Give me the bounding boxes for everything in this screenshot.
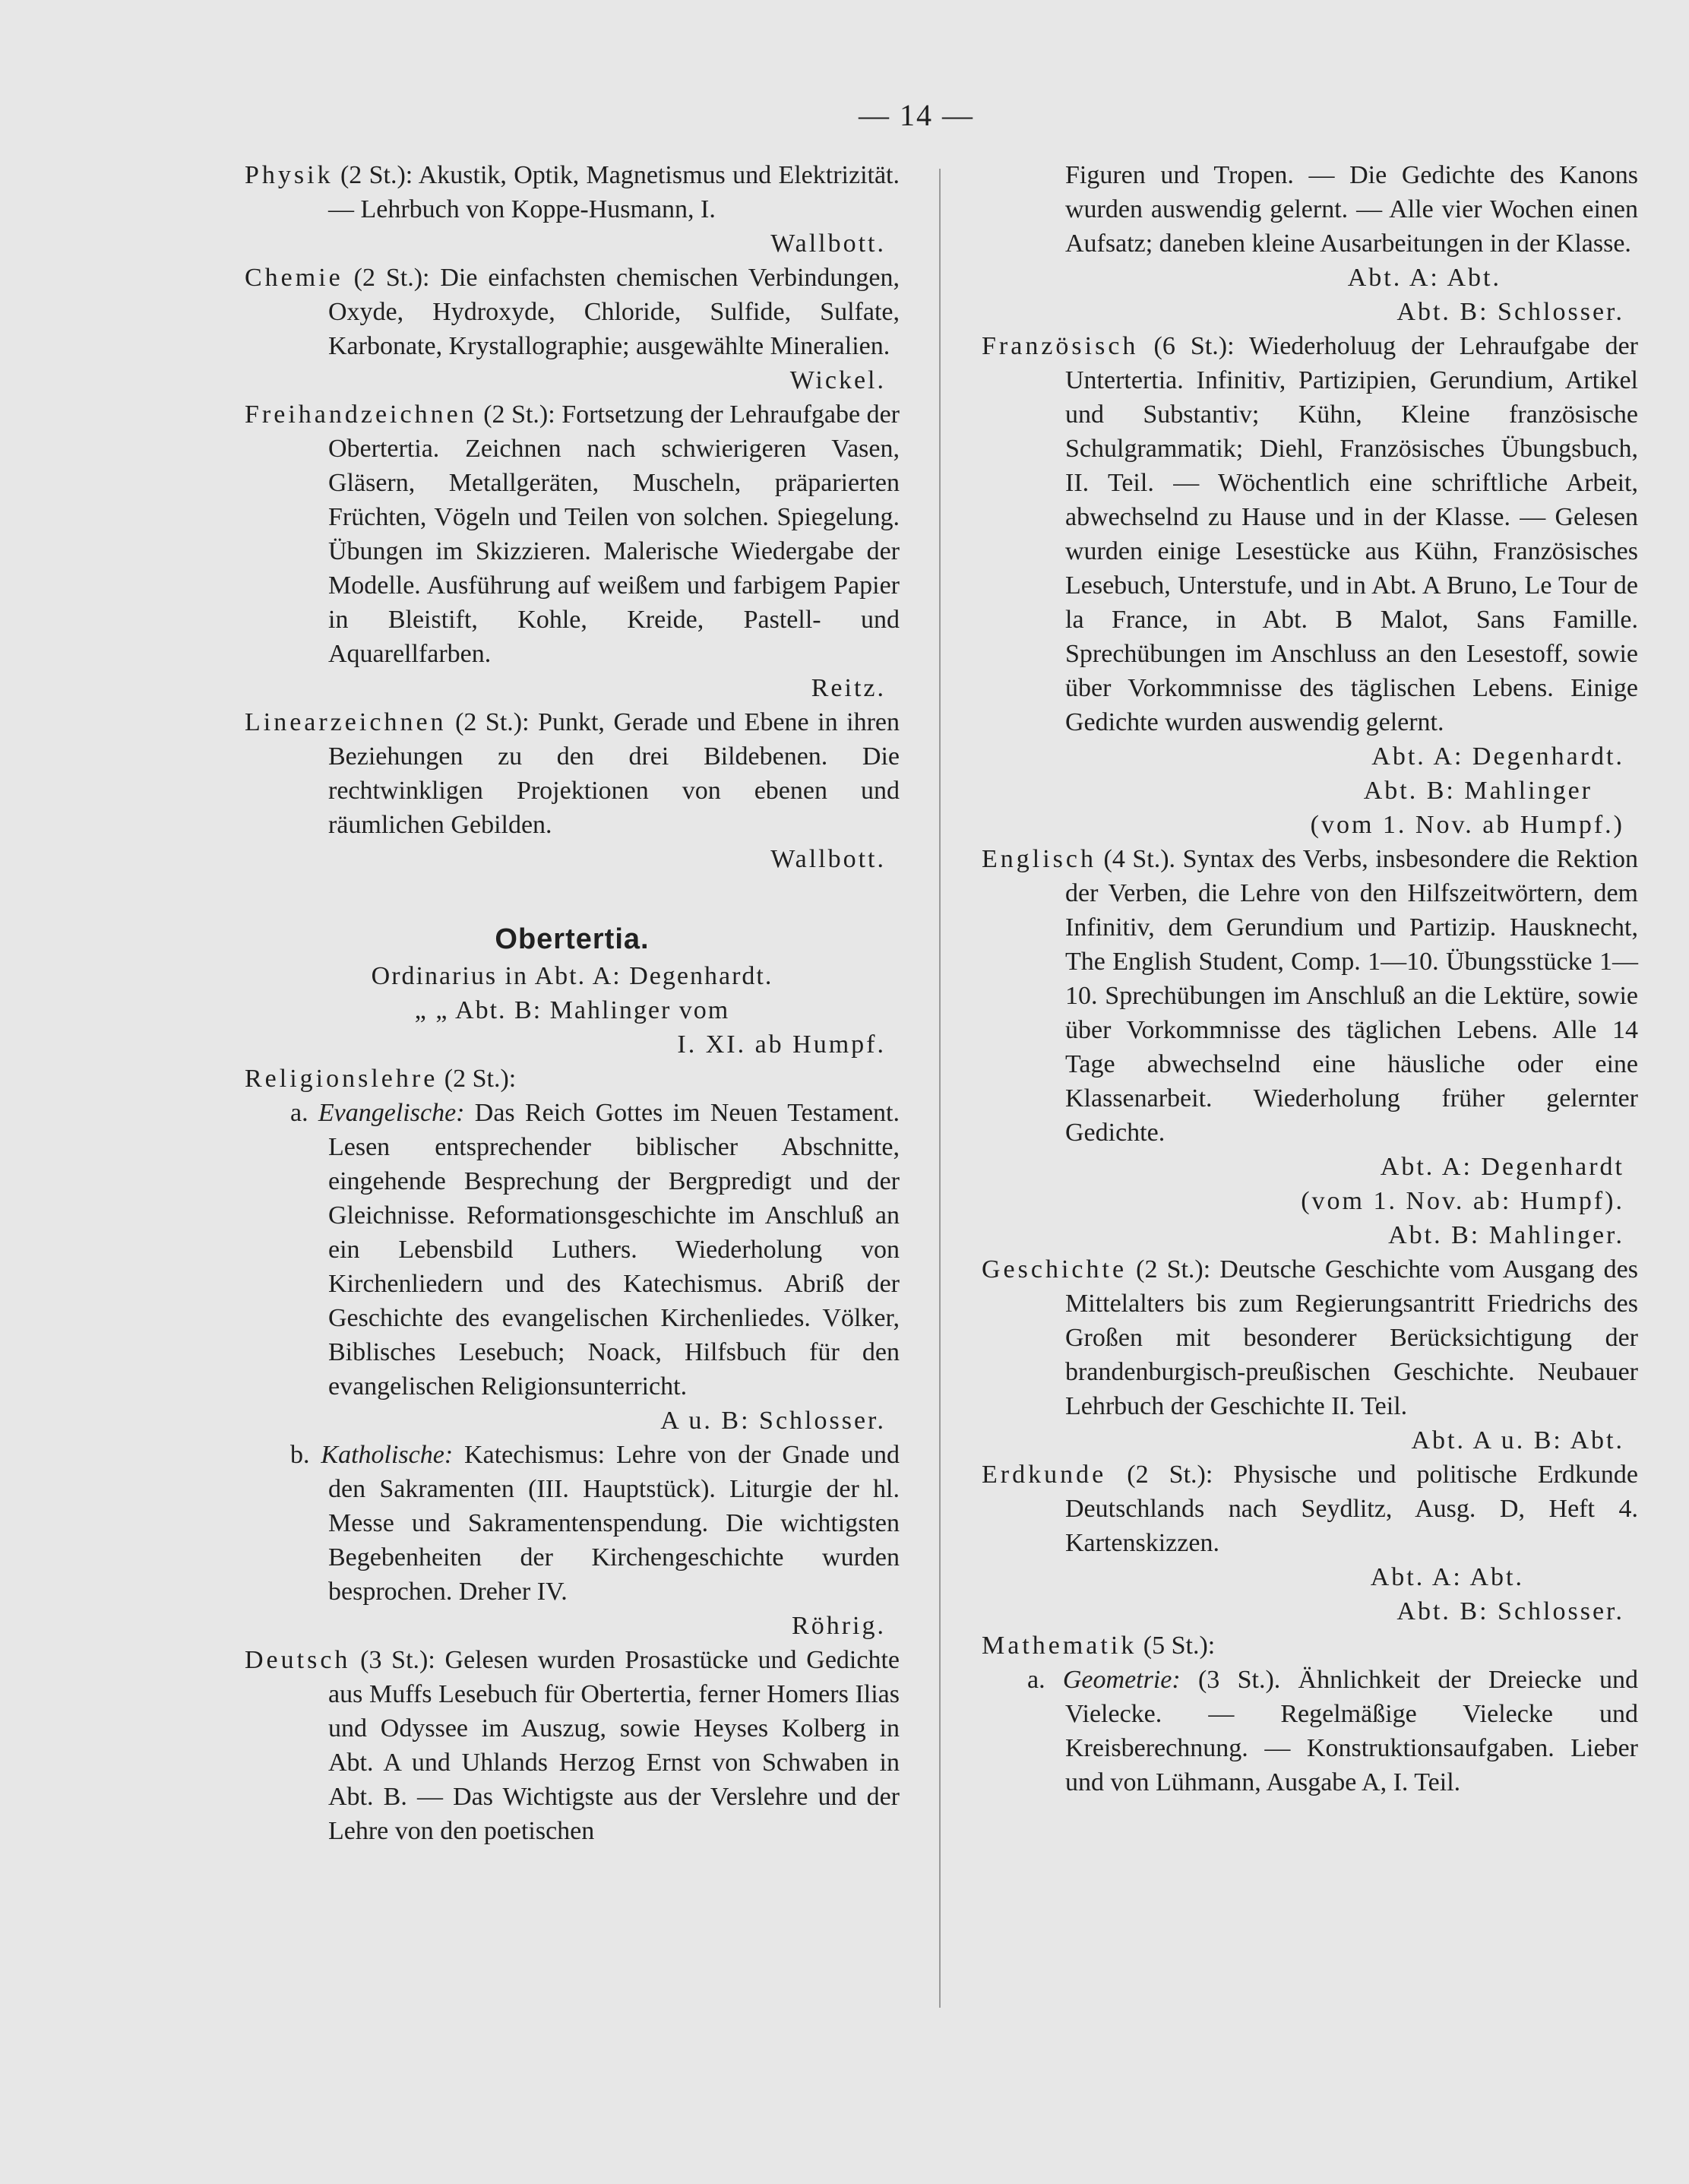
teacher-signature: Reitz. xyxy=(811,674,886,702)
teacher-signature: (vom 1. Nov. ab: Humpf). xyxy=(1301,1187,1624,1215)
entry-deutsch-continued xyxy=(982,158,1638,261)
teacher-signature: Abt. B: Schlosser. xyxy=(1396,1597,1624,1625)
ordinarius-line: Ordinarius in Abt. A: Degenhardt. xyxy=(371,962,773,990)
teacher-signature: Abt. A: Abt. xyxy=(1347,264,1501,292)
entry-label: Deutsch xyxy=(245,1646,351,1674)
entry-linearzeichnen xyxy=(245,705,900,842)
teacher-signature: A u. B: Schlosser. xyxy=(660,1407,886,1435)
entry-religionslehre xyxy=(245,1062,900,1096)
subentry-geometrie xyxy=(982,1663,1638,1799)
left-column xyxy=(245,158,900,1848)
entry-label: Religionslehre xyxy=(245,1065,438,1093)
subentry-evangelische xyxy=(245,1096,900,1404)
ordinarius-line: I. XI. ab Humpf. xyxy=(677,1030,886,1059)
entry-text: (2 St.): Punkt, Gerade und Ebene in ihren Beziehungen zu den drei Bildebenen. Die rechtwinkligen Projektionen von ebenen und räumlichen Gebilden. xyxy=(328,708,900,839)
entry-text: (2 St.): Fortsetzung der Lehraufgabe der Obertertia. Zeichnen nach schwierigeren Vasen, Gläsern, Metallgeräten, Muscheln, präparierten Früchten, Vögeln und Teilen von solchen. Spiegelung. Übungen im Skizzieren. Malerische Wiedergabe der Modelle. Ausführung auf weißem und farbigem Papier in Bleistift, Kohle, Kreide, Pastell- und Aquarellfarben. xyxy=(328,400,900,668)
entry-text: (3 St.): Gelesen wurden Prosastücke und Gedichte aus Muffs Lesebuch für Obertertia, ferner Homers Ilias und Odyssee im Auszug, sowie Heyses Kolberg in Abt. A und Uhlands Herzog Ernst von Schwaben in Abt. B. — Das Wichtigste aus der Verslehre und der Lehre von den poetischen xyxy=(328,1646,900,1845)
teacher-signature: Wickel. xyxy=(789,366,886,394)
subentry-marker: a. xyxy=(290,1099,308,1127)
teacher-signature: Wallbott. xyxy=(770,845,886,873)
entry-text: (6 St.): Wiederholuug der Lehraufgabe der Untertertia. Infinitiv, Partizipien, Gerundium, Artikel und Substantiv; Kühn, Kleine französische Schulgrammatik; Diehl, Französisches Übungsbuch, II. Teil. — Wöchentlich eine schriftliche Arbeit, abwechselnd zu Hause und in der Klasse. — Gelesen wurden einige Lesestücke aus Kühn, Französisches Lesebuch, Unterstufe, und in Abt. A Bruno, Le Tour de la France, in Abt. B Malot, Sans Famille. Sprechübungen im Anschluss an den Lesestoff, sowie über Vorkommnisse des täglischen Lebens. Einige Gedichte wurden auswendig gelernt. xyxy=(1065,332,1638,736)
entry-text: (2 St.): Deutsche Geschichte vom Ausgang des Mittelalters bis zum Regierungsantritt Friedrichs des Großen mit besonderer Berücksichtigung der brandenburgisch-preußischen Geschichte. Neubauer Lehrbuch der Geschichte II. Teil. xyxy=(1065,1255,1638,1420)
entry-mathematik xyxy=(982,1629,1638,1663)
entry-text: Figuren und Tropen. — Die Gedichte des Kanons wurden auswendig gelernt. — Alle vier Wochen einen Aufsatz; daneben kleine Ausarbeitungen in der Klasse. xyxy=(1065,161,1638,258)
ordinarius-line: „ „ Abt. B: Mahlinger vom xyxy=(414,996,730,1024)
entry-englisch xyxy=(982,842,1638,1150)
entry-deutsch xyxy=(245,1643,900,1848)
entry-freihandzeichnen xyxy=(245,397,900,671)
entry-text: (2 St.): Physische und politische Erdkunde Deutschlands nach Seydlitz, Ausg. D, Heft 4. Kartenskizzen. xyxy=(1065,1461,1638,1557)
entry-label: Englisch xyxy=(982,845,1096,873)
entry-erdkunde xyxy=(982,1458,1638,1560)
teacher-signature: Abt. A: Degenhardt xyxy=(1380,1153,1624,1181)
subentry-marker: a. xyxy=(1027,1666,1045,1694)
teacher-signature: (vom 1. Nov. ab Humpf.) xyxy=(1310,811,1624,839)
entry-label: Französisch xyxy=(982,332,1139,360)
subentry-marker: b. xyxy=(290,1441,310,1469)
subentry-title: Geometrie: xyxy=(1062,1666,1181,1694)
subentry-title: Katholische: xyxy=(321,1441,454,1469)
page-number: — 14 — xyxy=(859,98,974,132)
teacher-signature: Abt. A u. B: Abt. xyxy=(1411,1426,1624,1454)
entry-text: (5 St.): xyxy=(1137,1632,1216,1660)
entry-text: (2 St.): xyxy=(438,1065,517,1093)
entry-text: (2 St.): Akustik, Optik, Magnetismus und Elektrizität. — Lehrbuch von Koppe-Husmann, I. xyxy=(328,161,900,223)
subentry-title: Evangelische: xyxy=(318,1099,465,1127)
entry-label: Chemie xyxy=(245,264,343,292)
entry-text: (2 St.): Die einfachsten chemischen Verbindungen, Oxyde, Hydroxyde, Chloride, Sulfide, Sulfate, Karbonate, Krystallographie; ausgewählte Mineralien. xyxy=(328,264,900,360)
entry-label: Geschichte xyxy=(982,1255,1128,1283)
entry-label: Linearzeichnen xyxy=(245,708,447,736)
right-column xyxy=(982,158,1638,1799)
teacher-signature: Abt. A: Abt. xyxy=(1370,1563,1524,1591)
entry-label: Erdkunde xyxy=(982,1461,1107,1489)
entry-franzoesisch xyxy=(982,329,1638,739)
entry-label: Freihandzeichnen xyxy=(245,400,477,429)
subentry-katholische xyxy=(245,1438,900,1609)
teacher-signature: Röhrig. xyxy=(792,1612,886,1640)
section-heading: Obertertia. xyxy=(495,923,650,955)
entry-chemie xyxy=(245,261,900,363)
entry-label: Mathematik xyxy=(982,1632,1137,1660)
teacher-signature: Abt. B: Mahlinger. xyxy=(1388,1221,1624,1249)
entry-geschichte xyxy=(982,1252,1638,1423)
entry-label: Physik xyxy=(245,161,334,189)
teacher-signature: Wallbott. xyxy=(770,229,886,258)
teacher-signature: Abt. B: Schlosser. xyxy=(1396,298,1624,326)
teacher-signature: Abt. A: Degenhardt. xyxy=(1371,742,1624,771)
teacher-signature: Abt. B: Mahlinger xyxy=(1363,777,1593,805)
column-divider xyxy=(939,169,941,2008)
subentry-text: (3 St.). Ähnlichkeit der Dreiecke und Vielecke. — Regelmäßige Vielecke und Kreisberechnung. — Konstruktionsaufgaben. Lieber und von Lühmann, Ausgabe A, I. Teil. xyxy=(1065,1666,1638,1796)
subentry-text: Katechismus: Lehre von der Gnade und den Sakramenten (III. Hauptstück). Liturgie der hl. Messe und Sakramentenspendung. Die wichtigsten Begebenheiten der Kirchengeschichte wurden besprochen. Dreher IV. xyxy=(328,1441,900,1606)
entry-physik xyxy=(245,158,900,226)
entry-text: (4 St.). Syntax des Verbs, insbesondere die Rektion der Verben, die Lehre von den Hilfszeitwörtern, dem Infinitiv, dem Gerundium und Partizip. Hausknecht, The English Student, Comp. 1—10. Übungsstücke 1—10. Sprechübungen im Anschluß an die Lektüre, sowie über Vorkommnisse des täglichen Lebens. Alle 14 Tage abwechselnd eine häusliche oder eine Klassenarbeit. Wiederholung früher gelernter Gedichte. xyxy=(1065,845,1638,1147)
subentry-text: Das Reich Gottes im Neuen Testament. Lesen entsprechender biblischer Abschnitte, eingehende Besprechung der Bergpredigt und der Gleichnisse. Reformationsgeschichte im Anschluß an ein Lebensbild Luthers. Wiederholung von Kirchenliedern und des Katechismus. Abriß der Geschichte des evangelischen Kirchenliedes. Völker, Biblisches Lesebuch; Noack, Hilfsbuch für den evangelischen Religionsunterricht. xyxy=(328,1099,900,1401)
